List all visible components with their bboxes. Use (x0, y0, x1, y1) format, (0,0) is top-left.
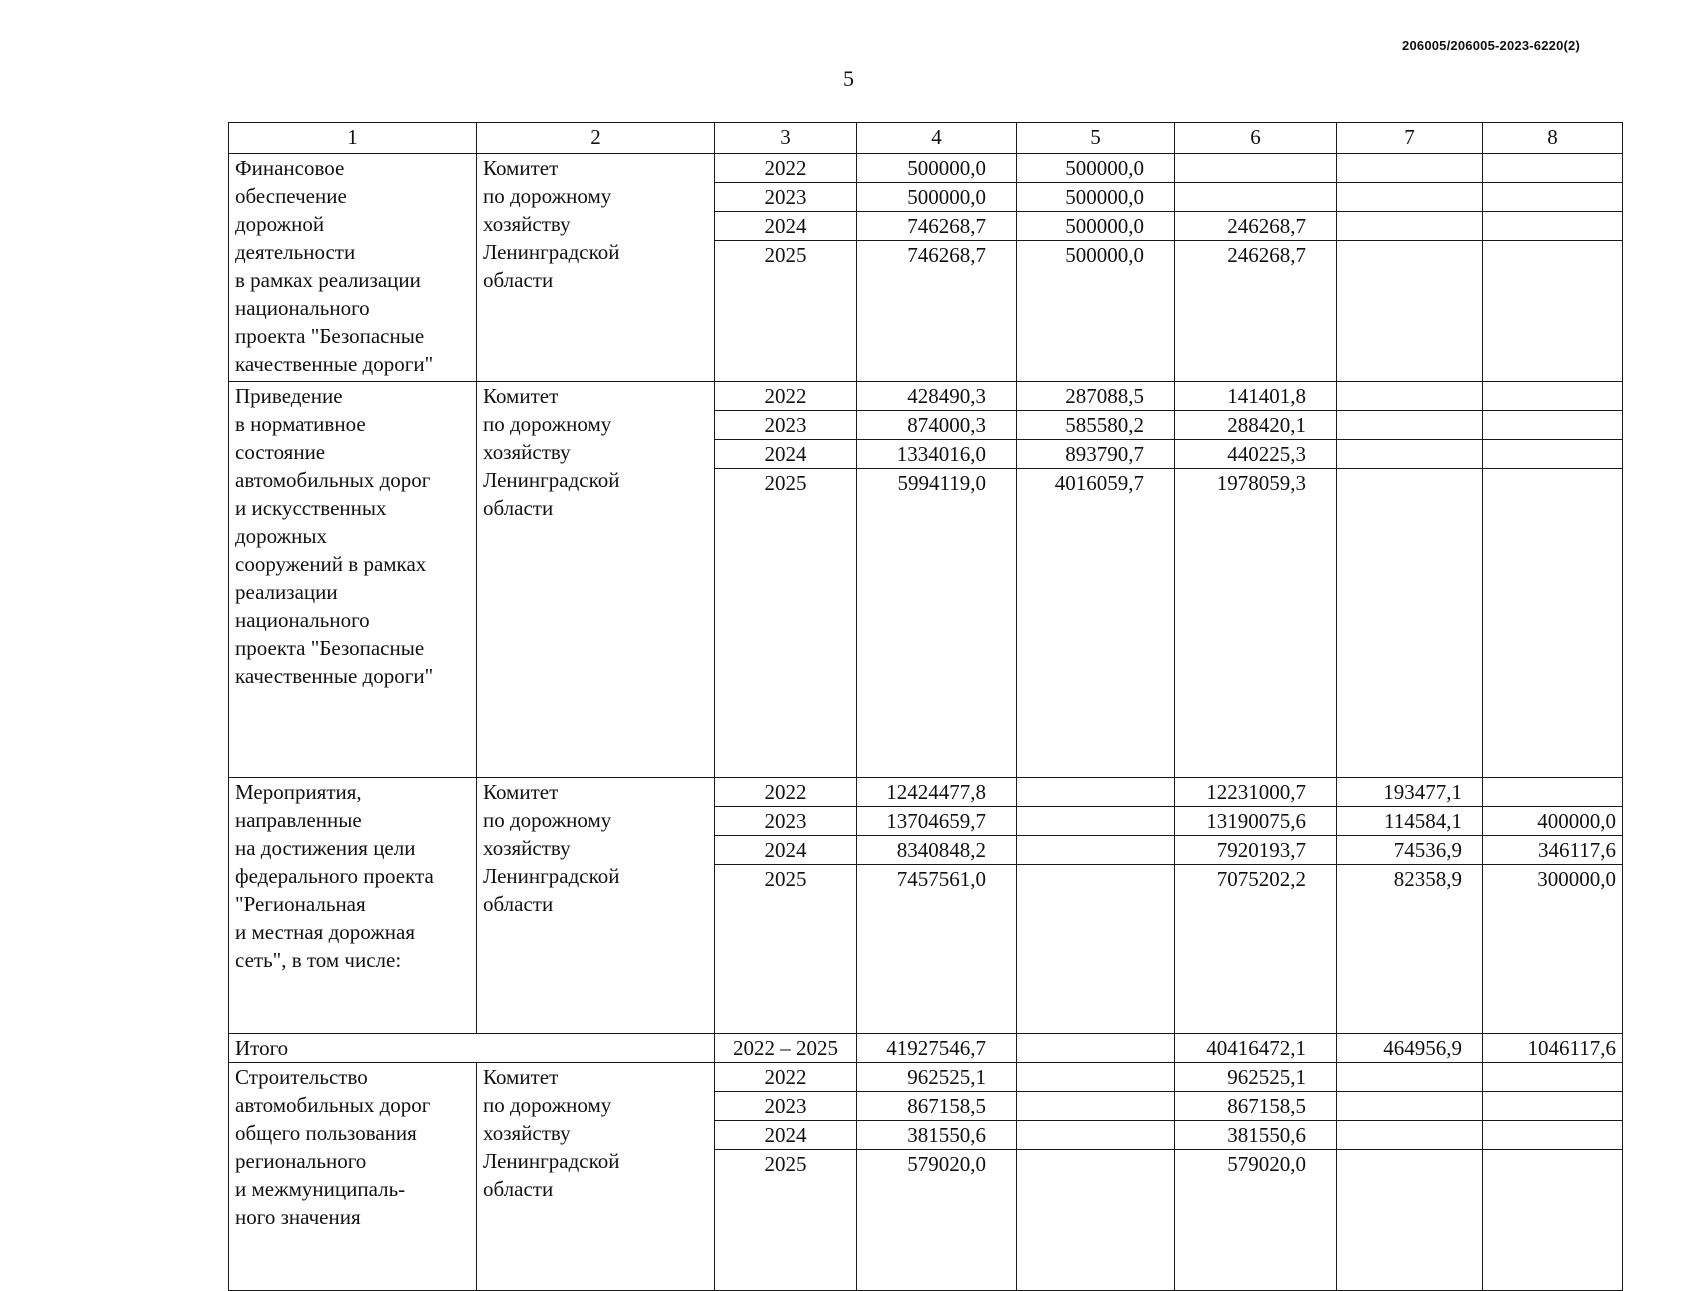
value-cell-col-5 (1017, 836, 1175, 865)
value-cell-col-6: 579020,0 (1175, 1150, 1337, 1291)
value-cell-col-5 (1017, 865, 1175, 1034)
cell-line: по дорожному (483, 184, 612, 208)
value-cell-col-8 (1483, 1150, 1623, 1291)
table-row (229, 154, 1623, 183)
cell-line: хозяйству (483, 440, 571, 464)
value-cell-col-7 (1337, 469, 1483, 778)
value-cell-col-7 (1337, 1150, 1483, 1291)
value-cell-col-6: 7075202,2 (1175, 865, 1337, 1034)
cell-line: Ленинградской (483, 240, 620, 264)
cell-line: по дорожному (483, 412, 612, 436)
value-cell-col-5: 585580,2 (1017, 411, 1175, 440)
cell-line: реализации (235, 580, 338, 604)
value-cell-col-8 (1483, 1092, 1623, 1121)
year-cell: 2022 (715, 778, 857, 807)
cell-line: хозяйству (483, 212, 571, 236)
table-row (229, 778, 1623, 807)
measure-name-cell (229, 382, 477, 778)
value-cell-col-5 (1017, 1121, 1175, 1150)
header-col-2: 2 (477, 123, 715, 154)
value-cell-col-6 (1175, 183, 1337, 212)
value-cell-col-7 (1337, 1121, 1483, 1150)
cell-line: на достижения цели (235, 836, 416, 860)
value-cell-col-7 (1337, 411, 1483, 440)
table-row (229, 382, 1623, 411)
value-cell-col-6: 288420,1 (1175, 411, 1337, 440)
cell-line: области (483, 496, 554, 520)
cell-line: дорожной (235, 212, 325, 236)
value-cell-col-4: 579020,0 (857, 1150, 1017, 1291)
value-cell-col-5: 500000,0 (1017, 241, 1175, 382)
value-cell-col-5: 500000,0 (1017, 212, 1175, 241)
cell-line: в рамках реализации (235, 268, 421, 292)
cell-line: автомобильных дорог (235, 1093, 431, 1117)
cell-line: дорожных (235, 524, 328, 548)
cell-line: Строительство (235, 1065, 368, 1089)
measure-name-cell (229, 1063, 477, 1291)
cell-line: области (483, 268, 554, 292)
total-years: 2022 – 2025 (715, 1034, 857, 1063)
year-cell: 2024 (715, 836, 857, 865)
measure-name-cell (229, 778, 477, 1034)
total-c7: 464956,9 (1337, 1034, 1483, 1063)
value-cell-col-7: 74536,9 (1337, 836, 1483, 865)
cell-line: регионального (235, 1149, 367, 1173)
cell-line: Комитет (483, 780, 559, 804)
value-cell-col-4: 500000,0 (857, 183, 1017, 212)
value-cell-col-7 (1337, 1092, 1483, 1121)
cell-line: и местная дорожная (235, 920, 415, 944)
total-c6: 40416472,1 (1175, 1034, 1337, 1063)
cell-line: автомобильных дорог (235, 468, 431, 492)
value-cell-col-4: 500000,0 (857, 154, 1017, 183)
total-c8: 1046117,6 (1483, 1034, 1623, 1063)
cell-line: и межмуниципаль- (235, 1177, 406, 1201)
value-cell-col-4: 867158,5 (857, 1092, 1017, 1121)
value-cell-col-4: 1334016,0 (857, 440, 1017, 469)
cell-line: деятельности (235, 240, 356, 264)
value-cell-col-8 (1483, 382, 1623, 411)
year-cell: 2022 (715, 382, 857, 411)
total-c4: 41927546,7 (857, 1034, 1017, 1063)
year-cell: 2023 (715, 1092, 857, 1121)
value-cell-col-7 (1337, 154, 1483, 183)
value-cell-col-6 (1175, 154, 1337, 183)
cell-line: Ленинградской (483, 468, 620, 492)
value-cell-col-8 (1483, 411, 1623, 440)
value-cell-col-6: 141401,8 (1175, 382, 1337, 411)
value-cell-col-5 (1017, 807, 1175, 836)
cell-line: проекта "Безопасные (235, 636, 425, 660)
value-cell-col-7: 193477,1 (1337, 778, 1483, 807)
cell-line: Ленинградской (483, 864, 620, 888)
header-col-1: 1 (229, 123, 477, 154)
cell-line: национального (235, 608, 370, 632)
cell-line: области (483, 1177, 554, 1201)
measure-name-cell (229, 154, 477, 382)
cell-line: ного значения (235, 1205, 361, 1229)
year-cell: 2023 (715, 411, 857, 440)
value-cell-col-8 (1483, 469, 1623, 778)
value-cell-col-5 (1017, 1063, 1175, 1092)
cell-line: хозяйству (483, 836, 571, 860)
value-cell-col-6: 7920193,7 (1175, 836, 1337, 865)
value-cell-col-8: 400000,0 (1483, 807, 1623, 836)
value-cell-col-8: 346117,6 (1483, 836, 1623, 865)
value-cell-col-4: 5994119,0 (857, 469, 1017, 778)
budget-table (228, 122, 1623, 1291)
value-cell-col-4: 381550,6 (857, 1121, 1017, 1150)
cell-line: состояние (235, 440, 326, 464)
value-cell-col-4: 428490,3 (857, 382, 1017, 411)
header-col-5: 5 (1017, 123, 1175, 154)
value-cell-col-6: 13190075,6 (1175, 807, 1337, 836)
organization-cell (477, 154, 715, 382)
page-number: 5 (843, 66, 854, 91)
value-cell-col-5 (1017, 778, 1175, 807)
value-cell-col-7 (1337, 183, 1483, 212)
value-cell-col-4: 874000,3 (857, 411, 1017, 440)
value-cell-col-8 (1483, 183, 1623, 212)
total-label: Итого (229, 1034, 715, 1063)
value-cell-col-4: 746268,7 (857, 212, 1017, 241)
value-cell-col-5: 893790,7 (1017, 440, 1175, 469)
value-cell-col-6: 12231000,7 (1175, 778, 1337, 807)
value-cell-col-4: 962525,1 (857, 1063, 1017, 1092)
cell-line: по дорожному (483, 808, 612, 832)
cell-line: Мероприятия, (235, 780, 362, 804)
document-id: 206005/206005-2023-6220(2) (1402, 38, 1580, 53)
value-cell-col-5 (1017, 1092, 1175, 1121)
total-c5 (1017, 1034, 1175, 1063)
cell-line: Комитет (483, 156, 559, 180)
cell-line: качественные дороги" (235, 664, 434, 688)
value-cell-col-7: 82358,9 (1337, 865, 1483, 1034)
value-cell-col-7: 114584,1 (1337, 807, 1483, 836)
year-cell: 2024 (715, 212, 857, 241)
cell-line: по дорожному (483, 1093, 612, 1117)
cell-line: проекта "Безопасные (235, 324, 425, 348)
value-cell-col-5 (1017, 1150, 1175, 1291)
cell-line: Финансовое (235, 156, 345, 180)
value-cell-col-8 (1483, 241, 1623, 382)
cell-line: Приведение (235, 384, 343, 408)
cell-line: Ленинградской (483, 1149, 620, 1173)
value-cell-col-4: 746268,7 (857, 241, 1017, 382)
value-cell-col-5: 287088,5 (1017, 382, 1175, 411)
cell-line: национального (235, 296, 370, 320)
cell-line: и искусственных (235, 496, 387, 520)
organization-cell (477, 1063, 715, 1291)
value-cell-col-6: 246268,7 (1175, 241, 1337, 382)
value-cell-col-4: 13704659,7 (857, 807, 1017, 836)
header-col-7: 7 (1337, 123, 1483, 154)
value-cell-col-8 (1483, 1121, 1623, 1150)
value-cell-col-4: 7457561,0 (857, 865, 1017, 1034)
value-cell-col-5: 500000,0 (1017, 183, 1175, 212)
organization-cell (477, 382, 715, 778)
cell-line: хозяйству (483, 1121, 571, 1145)
year-cell: 2025 (715, 469, 857, 778)
total-row (229, 1034, 1623, 1063)
value-cell-col-5: 500000,0 (1017, 154, 1175, 183)
value-cell-col-8 (1483, 440, 1623, 469)
value-cell-col-8: 300000,0 (1483, 865, 1623, 1034)
year-cell: 2024 (715, 1121, 857, 1150)
cell-line: общего пользования (235, 1121, 417, 1145)
cell-line: обеспечение (235, 184, 347, 208)
cell-line: качественные дороги" (235, 352, 434, 376)
cell-line: области (483, 892, 554, 916)
organization-cell (477, 778, 715, 1034)
value-cell-col-4: 12424477,8 (857, 778, 1017, 807)
value-cell-col-7 (1337, 241, 1483, 382)
header-col-8: 8 (1483, 123, 1623, 154)
header-col-3: 3 (715, 123, 857, 154)
cell-line: сеть", в том числе: (235, 948, 402, 972)
cell-line: Комитет (483, 384, 559, 408)
year-cell: 2025 (715, 241, 857, 382)
value-cell-col-6: 962525,1 (1175, 1063, 1337, 1092)
cell-line: направленные (235, 808, 362, 832)
value-cell-col-7 (1337, 212, 1483, 241)
value-cell-col-7 (1337, 382, 1483, 411)
value-cell-col-7 (1337, 440, 1483, 469)
cell-line: сооружений в рамках (235, 552, 427, 576)
header-col-4: 4 (857, 123, 1017, 154)
year-cell: 2024 (715, 440, 857, 469)
value-cell-col-8 (1483, 778, 1623, 807)
value-cell-col-6: 381550,6 (1175, 1121, 1337, 1150)
value-cell-col-8 (1483, 212, 1623, 241)
cell-line: в нормативное (235, 412, 366, 436)
value-cell-col-6: 246268,7 (1175, 212, 1337, 241)
year-cell: 2025 (715, 1150, 857, 1291)
value-cell-col-6: 440225,3 (1175, 440, 1337, 469)
value-cell-col-8 (1483, 154, 1623, 183)
value-cell-col-4: 8340848,2 (857, 836, 1017, 865)
year-cell: 2023 (715, 183, 857, 212)
value-cell-col-6: 1978059,3 (1175, 469, 1337, 778)
header-row (229, 123, 1623, 154)
year-cell: 2023 (715, 807, 857, 836)
cell-line: Комитет (483, 1065, 559, 1089)
value-cell-col-8 (1483, 1063, 1623, 1092)
cell-line: федерального проекта (235, 864, 434, 888)
year-cell: 2022 (715, 1063, 857, 1092)
value-cell-col-6: 867158,5 (1175, 1092, 1337, 1121)
cell-line: "Региональная (235, 892, 366, 916)
header-col-6: 6 (1175, 123, 1337, 154)
year-cell: 2025 (715, 865, 857, 1034)
value-cell-col-7 (1337, 1063, 1483, 1092)
value-cell-col-5: 4016059,7 (1017, 469, 1175, 778)
table-row (229, 1063, 1623, 1092)
year-cell: 2022 (715, 154, 857, 183)
